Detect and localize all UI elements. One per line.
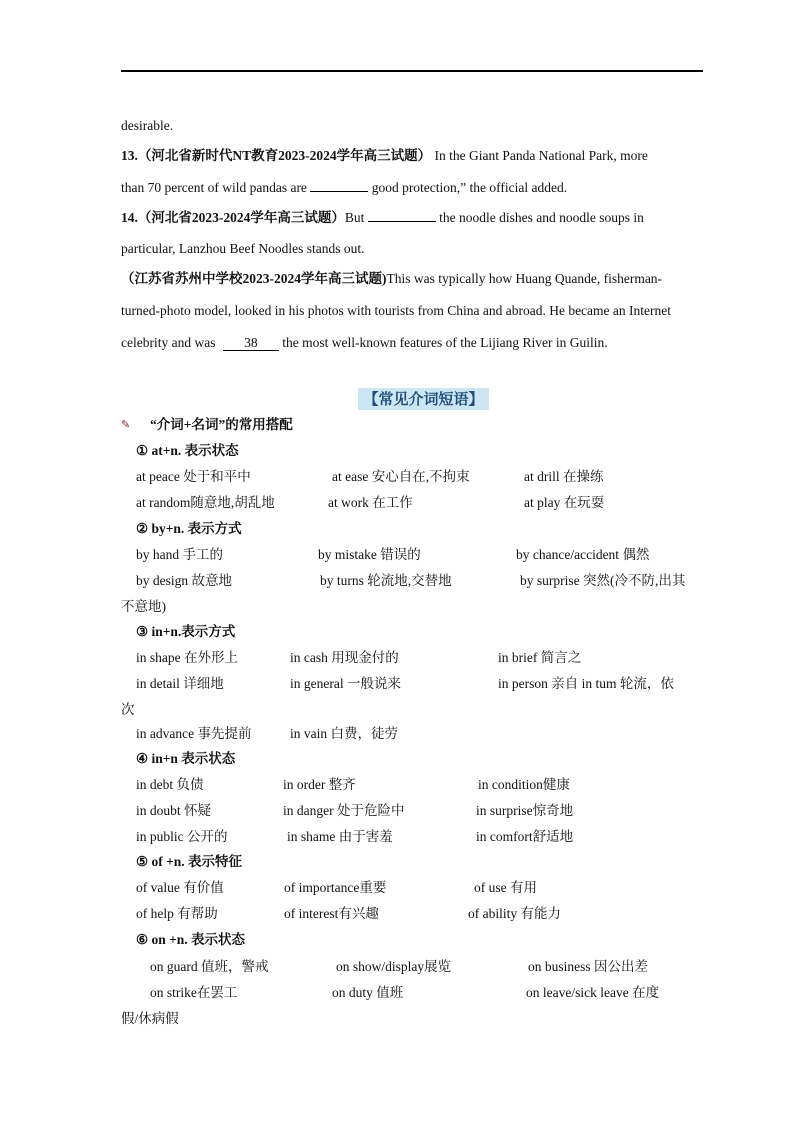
passage-line xyxy=(121,270,662,288)
group-heading: “介词+名词”的常用搭配 xyxy=(150,417,293,432)
group-title: ④ in+n 表示状态 xyxy=(136,751,236,766)
phrase: in condition健康 xyxy=(478,777,570,792)
phrase-wrap: 不意地) xyxy=(121,599,166,614)
question-source: 13.（河北省新时代NT教育2023-2024学年高三试题） xyxy=(121,148,432,163)
phrase: in danger 处于危险中 xyxy=(283,803,405,818)
phrase: by hand 手工的 xyxy=(136,547,223,562)
passage-line: turned-photo model, looked in his photos with tourists from China and abroad. He became an Internet xyxy=(121,303,671,318)
group-title: ③ in+n.表示方式 xyxy=(136,624,236,639)
phrase: on leave/sick leave 在度 xyxy=(526,985,660,1000)
question-text: But xyxy=(344,210,365,225)
phrase: of importance重要 xyxy=(284,880,387,895)
group-title: ⑤ of +n. 表示特征 xyxy=(136,854,243,869)
phrase: by mistake 错误的 xyxy=(318,547,421,562)
question-13-cont xyxy=(121,178,567,197)
pencil-icon: ✎ xyxy=(121,419,131,431)
group-title: ② by+n. 表示方式 xyxy=(136,521,242,536)
question-13 xyxy=(121,147,648,165)
header-rule xyxy=(121,70,703,72)
section-title: 【常见介词短语】 xyxy=(358,388,489,410)
phrase: by chance/accident 偶然 xyxy=(516,547,650,562)
question-14 xyxy=(121,208,644,227)
question-text: the noodle dishes and noodle soups in xyxy=(435,210,644,225)
phrase: in person 亲自 in tum 轮流，依 xyxy=(498,676,674,691)
phrase: in brief 简言之 xyxy=(498,650,582,665)
question-14-cont: particular, Lanzhou Beef Noodles stands out. xyxy=(121,241,365,256)
text-line: desirable. xyxy=(121,118,174,133)
phrase: on duty 值班 xyxy=(332,985,404,1000)
passage-source: （江苏省苏州中学校2023-2024学年高三试题) xyxy=(121,271,387,286)
phrase: in surprise惊奇地 xyxy=(476,803,574,818)
phrase: by surprise 突然(冷不防,出其 xyxy=(520,573,686,588)
phrase: in comfort舒适地 xyxy=(476,829,574,844)
phrase: in public 公开的 xyxy=(136,829,228,844)
phrase-wrap: 假/休病假 xyxy=(121,1011,179,1026)
passage-text: the most well-known features of the Lijiang River in Guilin. xyxy=(278,335,608,350)
phrase: on guard 值班，警戒 xyxy=(150,959,269,974)
phrase: in cash 用现金付的 xyxy=(290,650,399,665)
group-title: ① at+n. 表示状态 xyxy=(136,443,239,458)
question-text: In the Giant Panda National Park, more xyxy=(431,148,648,163)
answer-blank-38[interactable]: 38 xyxy=(223,336,279,351)
question-text: than 70 percent of wild pandas are xyxy=(121,180,307,195)
phrase: on show/display展览 xyxy=(336,959,452,974)
phrase: of use 有用 xyxy=(474,880,537,895)
phrase: of help 有帮助 xyxy=(136,906,218,921)
phrase: in order 整齐 xyxy=(283,777,356,792)
phrase: at drill 在操练 xyxy=(524,469,604,484)
phrase: in doubt 怀疑 xyxy=(136,803,212,818)
phrase: of interest有兴趣 xyxy=(284,906,379,921)
phrase: at work 在工作 xyxy=(328,495,413,510)
phrase: at peace 处于和平中 xyxy=(136,469,251,484)
phrase: of ability 有能力 xyxy=(468,906,561,921)
phrase-wrap: 次 xyxy=(121,702,135,717)
phrase: on business 因公出差 xyxy=(528,959,649,974)
answer-blank[interactable] xyxy=(310,178,368,192)
question-source: 14.（河北省2023-2024学年高三试题） xyxy=(121,210,345,225)
question-text: good protection,” the official added. xyxy=(368,180,568,195)
passage-text: celebrity and was xyxy=(121,335,216,350)
phrase: at ease 安心自在,不拘束 xyxy=(332,469,470,484)
phrase: in detail 详细地 xyxy=(136,676,224,691)
phrase: in vain 白费，徒劳 xyxy=(290,726,398,741)
phrase: in advance 事先提前 xyxy=(136,726,252,741)
phrase: on strike在罢工 xyxy=(150,985,238,1000)
phrase: of value 有价值 xyxy=(136,880,224,895)
passage-text: This was typically how Huang Quande, fisherman- xyxy=(386,271,663,286)
phrase: at play 在玩耍 xyxy=(524,495,605,510)
phrase: in shape 在外形上 xyxy=(136,650,238,665)
group-title: ⑥ on +n. 表示状态 xyxy=(136,932,246,947)
phrase: by turns 轮流地,交替地 xyxy=(320,573,452,588)
phrase: in shame 由于害羞 xyxy=(287,829,393,844)
answer-blank[interactable] xyxy=(368,208,436,222)
phrase: in general 一般说来 xyxy=(290,676,401,691)
passage-line xyxy=(121,334,608,352)
phrase: at random随意地,胡乱地 xyxy=(136,495,275,510)
phrase: in debt 负债 xyxy=(136,777,204,792)
phrase: by design 故意地 xyxy=(136,573,232,588)
